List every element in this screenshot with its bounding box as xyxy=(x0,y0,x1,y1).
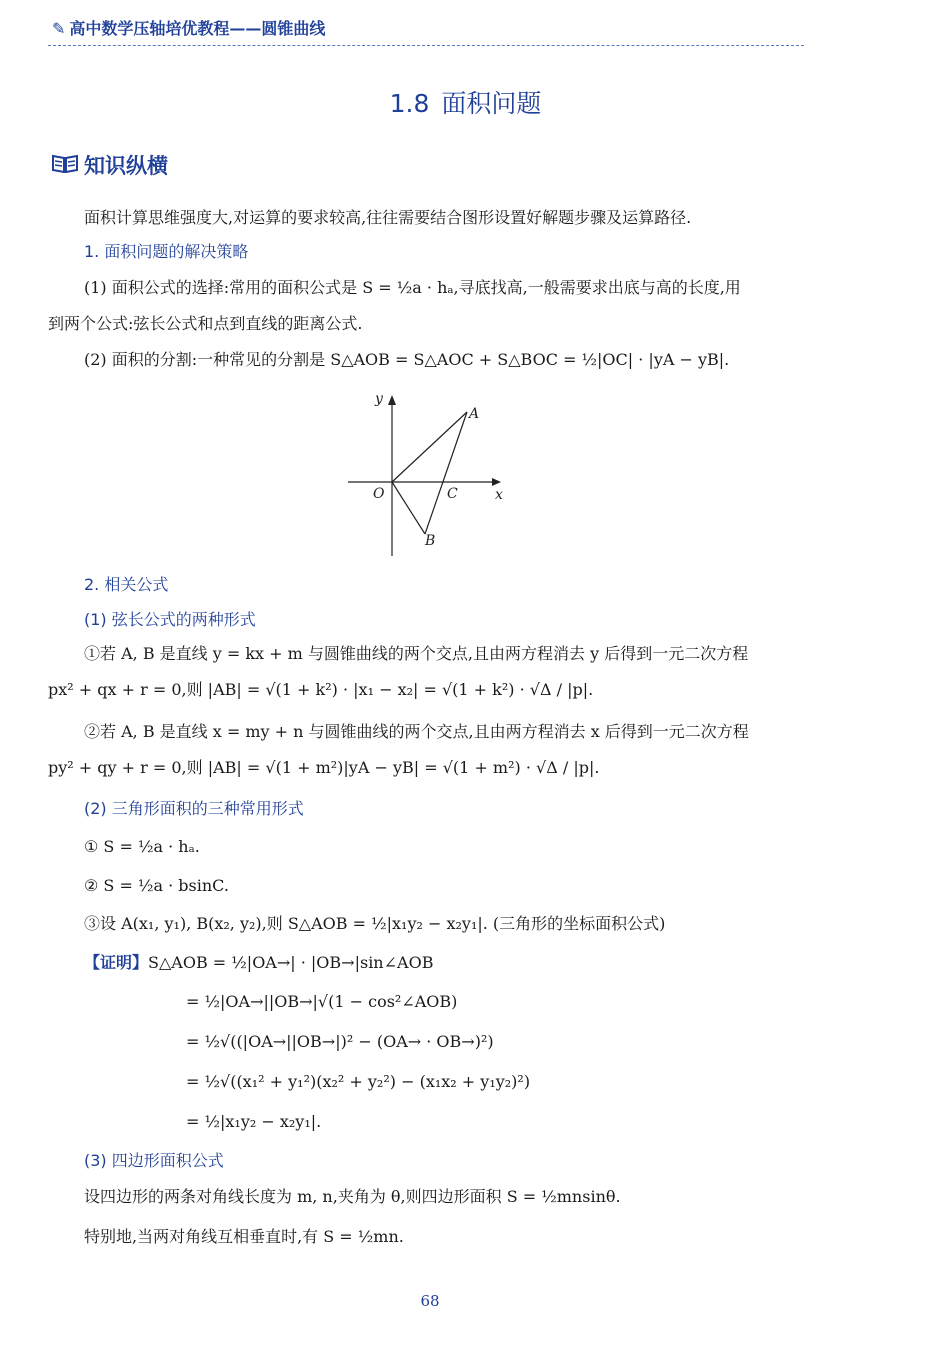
triangle-formula-3: ③设 A(x₁, y₁), B(x₂, y₂),则 S△AOB = ½|x₁y₂ − x₂y₁|. (三角形的坐标面积公式) xyxy=(84,914,666,933)
page-number: 68 xyxy=(420,1292,440,1310)
chord-formula-title: (1) 弦长公式的两种形式 xyxy=(84,610,256,629)
y-axis-arrow xyxy=(388,395,396,405)
proof-line-3: = ½√((|OA→||OB→|)² − (OA→ · OB→)²) xyxy=(186,1032,494,1051)
subsection-2-title: 2. 相关公式 xyxy=(84,575,169,594)
label-A: A xyxy=(469,406,480,422)
triangle-formula-2: ② S = ½a · bsinC. xyxy=(84,876,229,895)
proof-line-4: = ½√((x₁² + y₁²)(x₂² + y₂²) − (x₁x₂ + y₁y₂)²) xyxy=(186,1072,531,1091)
proof-line-1-text: S△AOB = ½|OA→| · |OB→|sin∠AOB xyxy=(148,953,434,972)
header-divider xyxy=(48,45,804,46)
label-x: x xyxy=(495,487,503,503)
label-B: B xyxy=(425,533,436,549)
proof-line-2: = ½|OA→||OB→|√(1 − cos²∠AOB) xyxy=(186,992,458,1011)
chapter-title xyxy=(0,84,931,120)
x-axis-arrow xyxy=(492,478,501,486)
chapter-number: 1.8 xyxy=(389,89,430,118)
s1-paragraph-1b: 到两个公式:弦长公式和点到直线的距离公式. xyxy=(48,314,363,333)
proof-line-1 xyxy=(84,951,433,975)
chapter-name: 面积问题 xyxy=(441,89,542,118)
section-heading xyxy=(52,150,168,180)
s1-paragraph-2: (2) 面积的分割:一种常见的分割是 S△AOB = S△AOC + S△BOC = ½|OC| · |yA − yB|. xyxy=(84,350,730,369)
label-C: C xyxy=(447,486,458,502)
book-title: 高中数学压轴培优教程——圆锥曲线 xyxy=(69,19,326,38)
s1-paragraph-1a: (1) 面积公式的选择:常用的面积公式是 S = ½a · hₐ,寻底找高,一般需要求出底与高的长度,用 xyxy=(84,278,741,297)
label-O: O xyxy=(373,486,385,502)
intro-paragraph: 面积计算思维强度大,对运算的要求较高,往往需要结合图形设置好解题步骤及运算路径. xyxy=(84,208,692,227)
quadrilateral-formula: 设四边形的两条对角线长度为 m, n,夹角为 θ,则四边形面积 S = ½mnsinθ. xyxy=(84,1187,621,1206)
pen-icon: ✎ xyxy=(52,19,66,38)
chord-formula-1b: px² + qx + r = 0,则 |AB| = √(1 + k²) · |x₁ − x₂| = √(1 + k²) · √Δ / |p|. xyxy=(48,680,594,699)
segment-OA xyxy=(392,412,467,482)
triangle-formula-1: ① S = ½a · hₐ. xyxy=(84,837,200,856)
chord-formula-2b: py² + qy + r = 0,则 |AB| = √(1 + m²)|yA − yB| = √(1 + m²) · √Δ / |p|. xyxy=(48,758,600,777)
triangle-area-figure xyxy=(345,388,510,560)
label-y: y xyxy=(375,391,383,407)
section-title: 知识纵横 xyxy=(84,154,168,178)
proof-line-5: = ½|x₁y₂ − x₂y₁|. xyxy=(186,1112,322,1131)
segment-AB xyxy=(425,412,467,534)
chord-formula-1a: ①若 A, B 是直线 y = kx + m 与圆锥曲线的两个交点,且由两方程消去 y 后得到一元二次方程 xyxy=(84,644,749,663)
triangle-area-title: (2) 三角形面积的三种常用形式 xyxy=(84,799,304,818)
quadrilateral-area-title: (3) 四边形面积公式 xyxy=(84,1151,224,1170)
subsection-1-title: 1. 面积问题的解决策略 xyxy=(84,242,249,261)
running-header xyxy=(52,16,325,39)
segment-OB xyxy=(392,482,425,534)
open-book-icon xyxy=(52,153,78,178)
chord-formula-2a: ②若 A, B 是直线 x = my + n 与圆锥曲线的两个交点,且由两方程消去 x 后得到一元二次方程 xyxy=(84,722,749,741)
proof-label: 【证明】 xyxy=(84,953,149,972)
quadrilateral-perpendicular: 特别地,当两对角线互相垂直时,有 S = ½mn. xyxy=(84,1227,404,1246)
